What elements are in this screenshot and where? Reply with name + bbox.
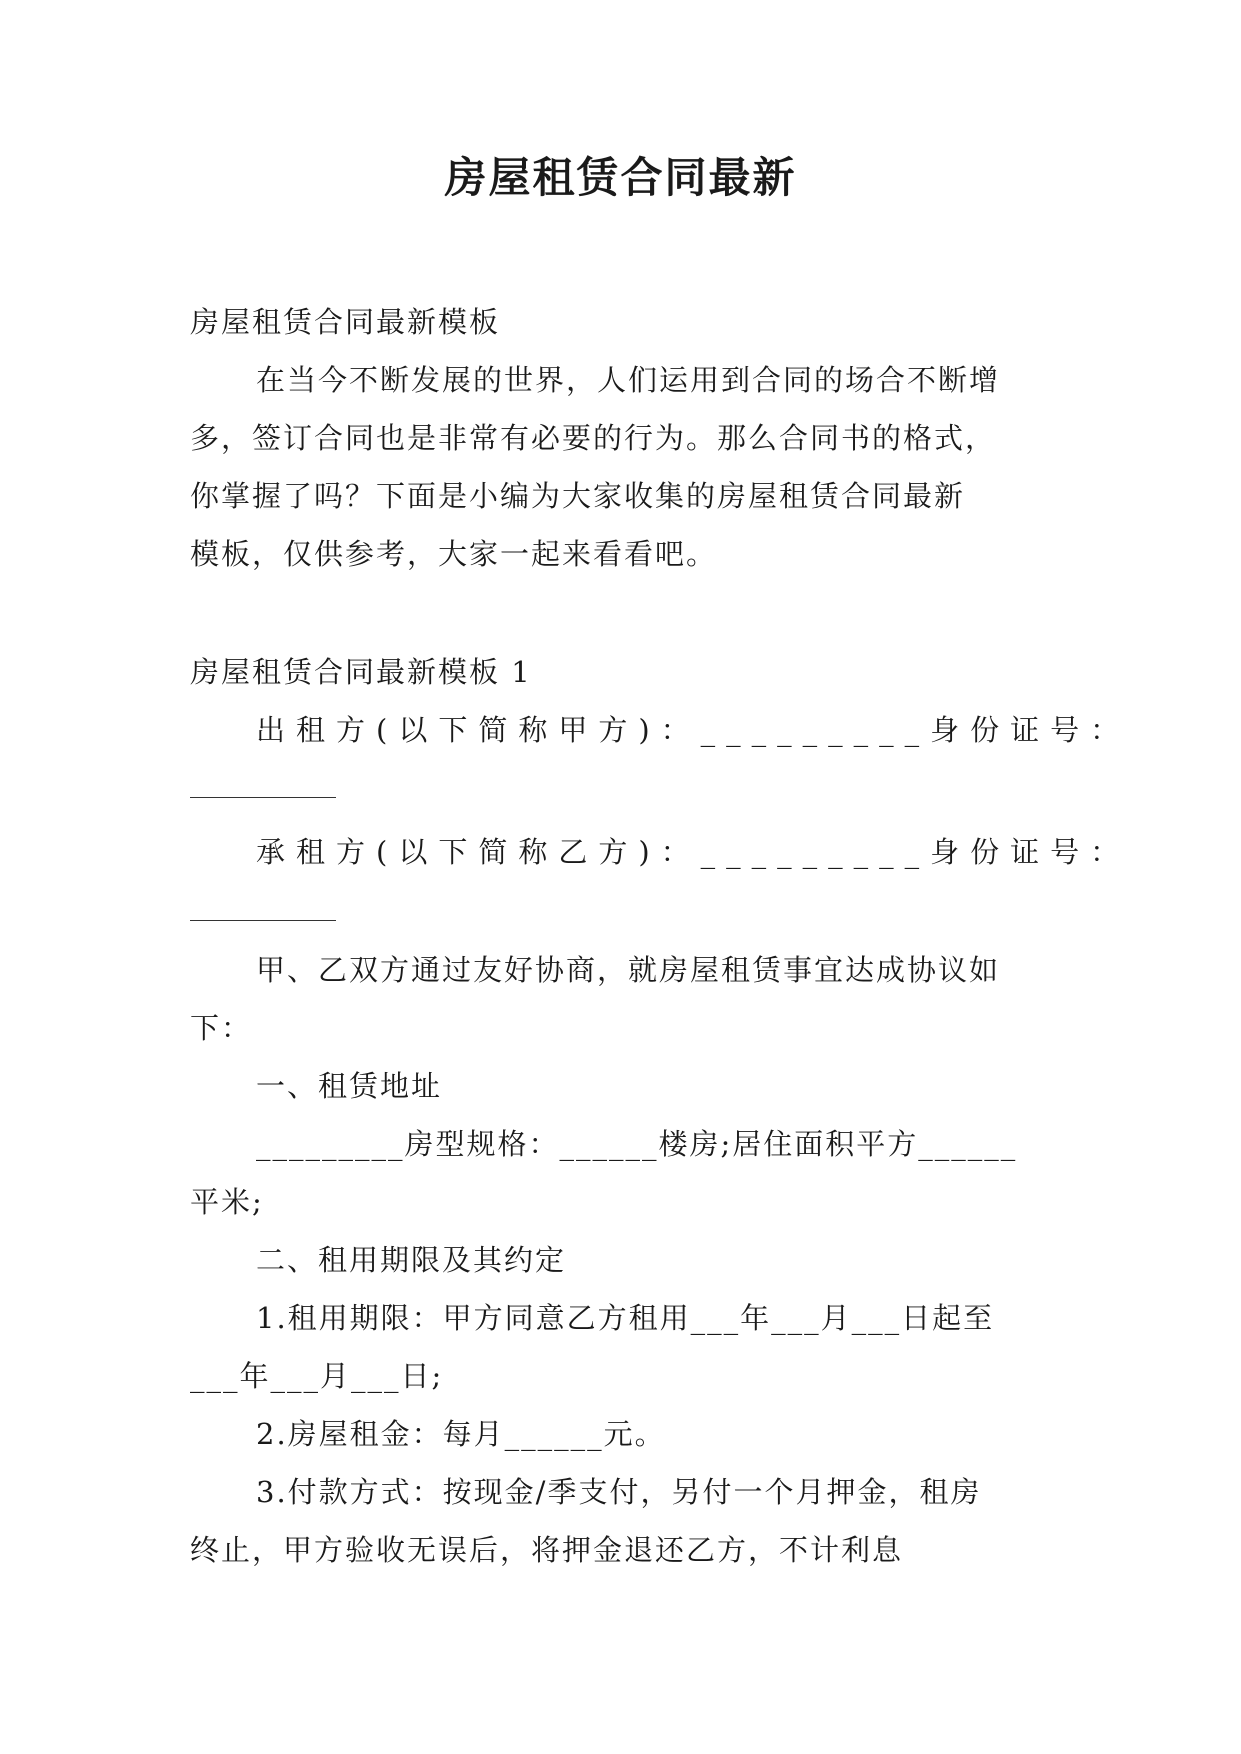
subtitle: 房屋租赁合同最新模板 — [190, 305, 501, 339]
clause-2-item-1a: 1.租用期限：甲方同意乙方租用___年___月___日起至 — [256, 1301, 995, 1335]
lessee-id-blank — [190, 920, 336, 921]
agreement-line-1: 甲、乙双方通过友好协商，就房屋租赁事宜达成协议如 — [256, 953, 1001, 987]
document-title: 房屋租赁合同最新 — [444, 153, 797, 202]
agreement-line-2: 下： — [190, 1011, 253, 1045]
lessee-line: 承租方(以下简称乙方)：_________身份证号： — [256, 835, 1131, 869]
intro-line-1: 在当今不断发展的世界，人们运用到合同的场合不断增 — [256, 363, 1001, 397]
clause-2-item-2: 2.房屋租金：每月______元。 — [256, 1417, 666, 1451]
clause-1-line-2: 平米; — [190, 1185, 264, 1219]
intro-line-2: 多，签订合同也是非常有必要的行为。那么合同书的格式， — [190, 421, 997, 455]
clause-2-item-3a: 3.付款方式：按现金/季支付，另付一个月押金，租房 — [256, 1475, 982, 1509]
clause-1-line-1: _________房型规格：______楼房;居住面积平方______ — [256, 1127, 1018, 1161]
clause-2-item-1b: ___年___月___日; — [190, 1359, 444, 1393]
intro-line-3: 你掌握了吗？下面是小编为大家收集的房屋租赁合同最新 — [190, 479, 966, 513]
intro-line-4: 模板，仅供参考，大家一起来看看吧。 — [190, 537, 718, 571]
clause-2-heading: 二、租用期限及其约定 — [256, 1243, 567, 1277]
clause-1-heading: 一、租赁地址 — [256, 1069, 443, 1103]
section-heading: 房屋租赁合同最新模板 1 — [190, 655, 532, 689]
lessor-id-blank — [190, 797, 336, 798]
clause-2-item-3b: 终止，甲方验收无误后，将押金退还乙方，不计利息 — [190, 1533, 904, 1567]
lessor-line: 出租方(以下简称甲方)：_________身份证号： — [256, 713, 1131, 747]
